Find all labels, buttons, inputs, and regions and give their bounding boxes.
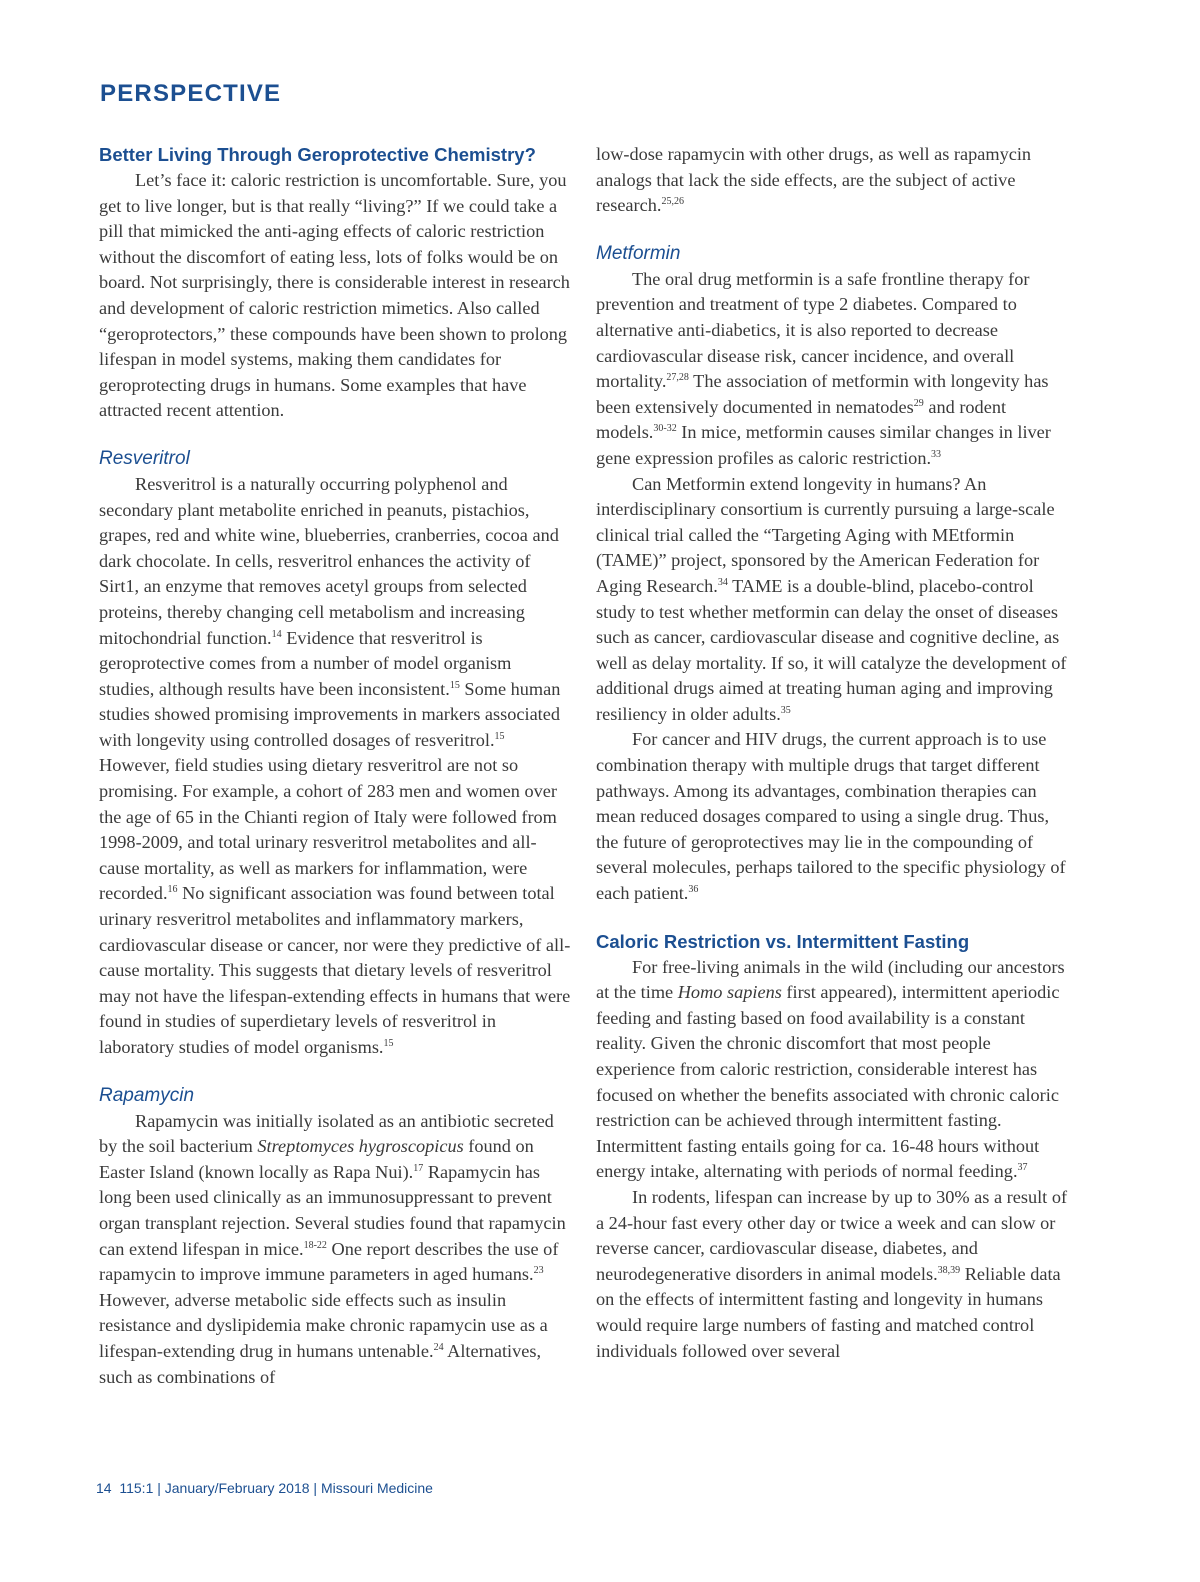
caloric-paragraph-2	[596, 1185, 1068, 1364]
resveritrol-heading: Resveritrol	[99, 447, 190, 469]
citation: 34	[717, 576, 728, 588]
metformin-paragraph-2	[596, 472, 1068, 728]
metformin-paragraph-3	[596, 727, 1068, 906]
text-run: No significant association was found between total urinary resveritrol metabolites and inflammatory markers, cardiovascular disease or cancer, nor were they predictive of all-cause mortality. This suggests that dietary levels of resveritrol may not have the lifespan-extending effects in humans that were found in studies of superdietary levels of resveritrol in laboratory studies of model organisms.	[99, 883, 571, 1057]
text-run: Rapamycin has long been used clinically as an immunosuppressant to prevent organ transplant rejection. Several studies found that rapamycin can extend lifespan in mice.	[99, 1161, 566, 1259]
citation: 23	[533, 1265, 544, 1277]
citation: 29	[913, 397, 924, 409]
species-name: Homo sapiens	[677, 982, 782, 1003]
intro-paragraph: Let’s face it: caloric restriction is uncomfortable. Sure, you get to live longer, but is that really “living?” If we could take a pill that mimicked the anti-aging effects of caloric restriction without the discomfort of eating less, lots of folks would be on board. Not surprisingly, there is considerable interest in research and development of caloric restriction mimetics. Also called “geroprotectors,” these compounds have been shown to prolong lifespan in model systems, making them candidates for geroprotecting drugs in humans. Some examples that have attracted recent attention.	[99, 170, 570, 421]
text-run: However, field studies using dietary resveritrol are not so promising. For example, a cohort of 283 men and women over the age of 65 in the Chianti region of Italy were followed from 1998-2009, and total urinary resveritrol metabolites and all-cause mortality, as well as markers for inflammation, were recorded.	[99, 755, 557, 904]
text-run: For cancer and HIV drugs, the current approach is to use combination therapy with multiple drugs that target different pathways. Among its advantages, combination therapies can mean reduced dosages compared to using a single drug. Thus, the future of geroprotectives may lie in the compounding of several molecules, perhaps tailored to the specific physiology of each patient.	[596, 729, 1066, 904]
text-run: In rodents, lifespan can increase by up to 30% as a result of a 24-hour fast every other day or twice a week and can slow or reverse cancer, cardiovascular disease, diabetes, and neurodegenerative disorders in animal models.	[596, 1186, 1068, 1284]
citation: 15	[383, 1037, 394, 1049]
page-number: 14	[96, 1480, 112, 1496]
text-run: Can Metformin extend longevity in humans? An interdisciplinary consortium is currently pursuing a large-scale clinical trial called the “Targeting Aging with MEtformin (TAME)” project, sponsored by the American Federation for Aging Research.	[596, 473, 1055, 596]
right-column	[596, 142, 1068, 1364]
text-run: Evidence that resveritrol is geroprotective comes from a number of model organism studies, although results have been inconsistent.	[99, 627, 512, 699]
text-run: and rodent models.	[596, 396, 1007, 443]
caloric-paragraph-1	[596, 955, 1068, 1185]
text-run: Reliable data on the effects of intermittent fasting and longevity in humans would require large numbers of fasting and matched control individuals followed over several	[596, 1263, 1061, 1361]
citation: 15	[494, 730, 505, 742]
citation: 36	[688, 883, 699, 895]
text-run: Some human studies showed promising improvements in markers associated with longevity using controlled dosages of resveritrol.	[99, 678, 561, 750]
rapamycin-heading: Rapamycin	[99, 1084, 195, 1106]
citation: 27,28	[666, 372, 689, 384]
left-column	[99, 142, 571, 1390]
citation: 16	[167, 884, 178, 896]
citation: 24	[433, 1341, 444, 1353]
citation: 25,26	[661, 196, 684, 208]
text-run: Alternatives, such as combinations of	[99, 1340, 542, 1387]
text-run: One report describes the use of rapamycin to improve immune parameters in aged humans.	[99, 1238, 559, 1285]
citation: 35	[780, 704, 791, 716]
text-run: The oral drug metformin is a safe frontline therapy for prevention and treatment of type 2 diabetes. Compared to alternative anti-diabetics, it is also reported to decrease cardiovascular disease risk, cancer incidence, and overall mortality.	[596, 268, 1030, 392]
species-name: Streptomyces hygroscopicus	[257, 1136, 464, 1157]
resveritrol-paragraph	[99, 472, 571, 1061]
citation: 33	[931, 448, 942, 460]
caloric-restriction-heading: Caloric Restriction vs. Intermittent Fasting	[596, 930, 970, 952]
journal-issue: 115:1 | January/February 2018 | Missouri Medicine	[119, 1480, 433, 1496]
metformin-paragraph-1	[596, 267, 1068, 472]
citation: 17	[413, 1162, 424, 1174]
citation: 15	[449, 679, 460, 691]
text-run: In mice, metformin causes similar changes in liver gene expression profiles as caloric restriction.	[596, 422, 1051, 468]
page-footer	[96, 1480, 433, 1496]
text-run: first appeared), intermittent aperiodic feeding and fasting based on food availability is a constant reality. Given the chronic discomfort that most people experience from caloric restriction, considerable interest has focused on whether the benefits associated with chronic caloric restriction can be achieved through intermittent fasting. Intermittent fasting entails going for ca. 16-48 hours without energy intake, alternating with periods of normal feeding.	[596, 982, 1060, 1182]
text-run: For free-living animals in the wild (including our ancestors at the time	[596, 956, 1065, 1003]
section-label: PERSPECTIVE	[100, 80, 282, 107]
text-run: Resveritrol is a naturally occurring polyphenol and secondary plant metabolite enriched in peanuts, pistachios, grapes, red and white wine, blueberries, cranberries, cocoa and dark chocolate. In cells, resveritrol enhances the activity of Sirt1, an enzyme that removes acetyl groups from selected proteins, thereby changing cell metabolism and increasing mitochondrial function.	[99, 473, 559, 648]
text-run: TAME is a double-blind, placebo-control study to test whether metformin can delay the onset of diseases such as cancer, cardiovascular disease and cognitive decline, as well as delay mortality. If so, it will catalyze the development of additional drugs aimed at treating human aging and improving resiliency in older adults.	[596, 575, 1067, 724]
citation: 37	[1017, 1162, 1028, 1174]
text-run: found on Easter Island (known locally as Rapa Nui).	[99, 1136, 534, 1182]
citation: 18-22	[303, 1239, 327, 1251]
continued-paragraph	[596, 142, 1068, 219]
text-run: However, adverse metabolic side effects such as insulin resistance and dyslipidemia make chronic rapamycin use as a lifespan-extending drug in humans untenable.	[99, 1289, 548, 1361]
rapamycin-paragraph	[99, 1109, 571, 1391]
article-heading: Better Living Through Geroprotective Chemistry?	[99, 144, 536, 165]
text-run: The association of metformin with longevity has been extensively documented in nematodes	[596, 371, 1049, 417]
text-run: Rapamycin was initially isolated as an antibiotic secreted by the soil bacterium	[99, 1110, 554, 1157]
citation: 14	[271, 628, 282, 640]
citation: 38,39	[937, 1264, 961, 1276]
citation: 30-32	[653, 423, 677, 435]
text-run: low-dose rapamycin with other drugs, as well as rapamycin analogs that lack the side effects, are the subject of active research.	[596, 144, 1032, 216]
metformin-heading: Metformin	[596, 242, 681, 264]
